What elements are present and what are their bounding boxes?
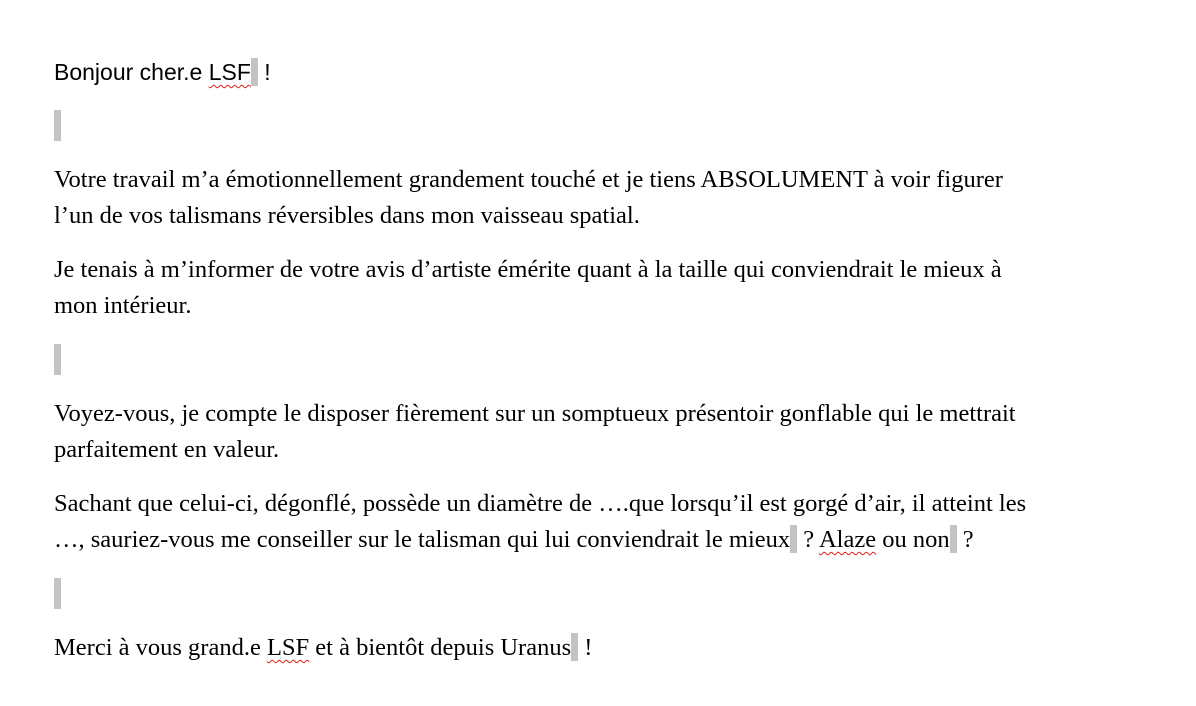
closing-suffix: ! bbox=[578, 634, 593, 661]
paragraph-4-question-mark: ? bbox=[797, 526, 819, 553]
paragraph-4-line-2 bbox=[54, 522, 1174, 558]
empty-paragraph-marker bbox=[54, 110, 61, 141]
paragraph-4-flagged-word[interactable]: Alaze bbox=[818, 526, 877, 553]
paragraph-3-line-1: Voyez-vous, je compte le disposer fièrement sur un somptueux présentoir gonflable qui le mettrait bbox=[54, 400, 1016, 427]
paragraph-3-line-2: parfaitement en valeur. bbox=[54, 436, 280, 463]
paragraph-1-line-2: l’un de vos talismans réversibles dans mon vaisseau spatial. bbox=[54, 202, 640, 229]
paragraph-4-ou-non: ou non bbox=[876, 526, 950, 553]
empty-paragraph-marker bbox=[54, 578, 61, 609]
nonbreaking-space-marker bbox=[950, 525, 957, 553]
paragraph-4-line-1: Sachant que celui-ci, dégonflé, possède un diamètre de ….que lorsqu’il est gorgé d’air, il atteint les bbox=[54, 490, 1027, 517]
closing-flagged-word[interactable]: LSF bbox=[266, 634, 310, 661]
paragraph-1-line-1: Votre travail m’a émotionnellement grandement touché et je tiens ABSOLUMENT à voir figurer bbox=[54, 166, 1003, 193]
greeting-paragraph bbox=[54, 54, 1174, 90]
paragraph-2 bbox=[54, 252, 1174, 324]
paragraph-2-line-2: mon intérieur. bbox=[54, 292, 192, 319]
closing-middle: et à bientôt depuis Uranus bbox=[309, 634, 572, 661]
paragraph-1 bbox=[54, 162, 1174, 234]
greeting-suffix: ! bbox=[257, 59, 271, 85]
paragraph-4-line-2-text: …, sauriez-vous me conseiller sur le talisman qui lui conviendrait le mieux bbox=[54, 526, 791, 553]
closing-paragraph bbox=[54, 630, 1174, 666]
greeting-flagged-word[interactable]: LSF bbox=[208, 59, 251, 85]
empty-paragraph-marker bbox=[54, 344, 61, 375]
closing-prefix: Merci à vous grand.e bbox=[54, 634, 267, 661]
nonbreaking-space-marker bbox=[251, 58, 258, 86]
paragraph-4-final-question-mark: ? bbox=[956, 526, 974, 553]
paragraph-3 bbox=[54, 396, 1174, 468]
greeting-prefix: Bonjour cher.e bbox=[54, 59, 209, 85]
paragraph-4 bbox=[54, 486, 1174, 558]
paragraph-2-line-1: Je tenais à m’informer de votre avis d’artiste émérite quant à la taille qui conviendrait le mieux à bbox=[54, 256, 1002, 283]
